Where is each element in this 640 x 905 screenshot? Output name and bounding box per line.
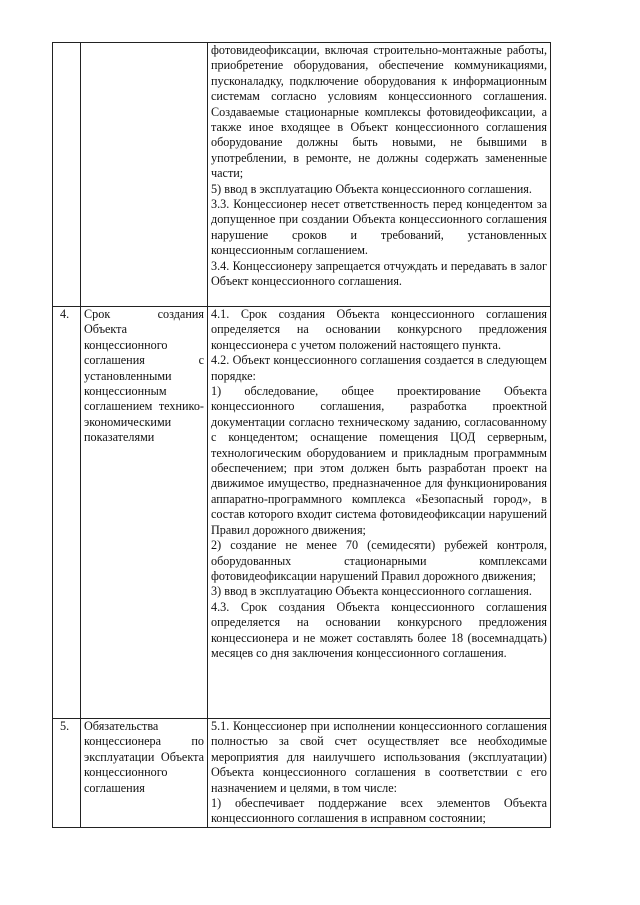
row-number xyxy=(53,43,81,307)
paragraph: 4.2. Объект концессионного соглашения создается в следующем порядке: xyxy=(211,353,547,383)
paragraph: 3.3. Концессионер несет ответственность перед концедентом за допущенное при создании Объекта концессионного соглашения нарушение сроков и требований, установленных концессионным соглашением. xyxy=(211,197,547,258)
paragraph: 1) обеспечивает поддержание всех элементов Объекта концессионного соглашения в исправном состоянии; xyxy=(211,796,547,826)
table-row xyxy=(53,307,551,719)
paragraph: 2) создание не менее 70 (семидесяти) рубежей контроля, оборудованных стационарными комплексами фотовидеофиксации нарушений Правил дорожного движения; xyxy=(211,538,547,583)
table-row xyxy=(53,43,551,307)
paragraph: 3.4. Концессионеру запрещается отчуждать и передавать в залог Объект концессионного соглашения. xyxy=(211,258,547,289)
document-table xyxy=(52,42,551,828)
paragraph: 1) обследование, общее проектирование Объекта концессионного соглашения, разработка проектной документации согласно техническому заданию, согласованному с концедентом; оснащение помещения ЦОД серверным, технологическим оборудованием и прикладным программным обеспечением; при этом должен быть разработан проект на движимое имущество, предназначенное для функционирования аппаратно-программного комплекса «Безопасный город», в состав которого входит система фотовидеофиксации нарушений Правил дорожного движения; xyxy=(211,384,547,537)
row-content xyxy=(208,719,551,828)
row-title xyxy=(81,43,208,307)
paragraph: 5.1. Концессионер при исполнении концессионного соглашения полностью за свой счет осуществляет все необходимые мероприятия для наилучшего использования (эксплуатации) Объекта концессионного соглашения в соответствии с его назначением и целями, в том числе: xyxy=(211,719,547,795)
row-title: Обязательства концессионера по эксплуатации Объекта концессионного соглашения xyxy=(81,719,208,828)
table-row xyxy=(53,719,551,828)
row-number: 5. xyxy=(53,719,81,828)
row-title: Срок создания Объекта концессионного соглашения с установленными концессионным соглашением технико-экономическими показателями xyxy=(81,307,208,719)
row-number: 4. xyxy=(53,307,81,719)
paragraph: 4.1. Срок создания Объекта концессионного соглашения определяется на основании конкурсного предложения концессионера с учетом положений настоящего пункта. xyxy=(211,307,547,352)
row-content xyxy=(208,307,551,719)
paragraph: 3) ввод в эксплуатацию Объекта концессионного соглашения. xyxy=(211,584,532,599)
paragraph: 4.3. Срок создания Объекта концессионного соглашения определяется на основании конкурсного предложения концессионера и не может составлять более 18 (восемнадцать) месяцев со дня заключения концессионного соглашения. xyxy=(211,599,547,660)
paragraph: 5) ввод в эксплуатацию Объекта концессионного соглашения. xyxy=(211,181,532,196)
row-content xyxy=(208,43,551,307)
paragraph: фотовидеофиксации, включая строительно-монтажные работы, приобретение оборудования, обеспечение коммуникациями, пусконаладку, подключение оборудования к информационным системам согласно условиям концессионного соглашения. Создаваемые стационарные комплексы фотовидеофиксации, а также иное входящее в Объект концессионного соглашения оборудование должны быть новыми, не бывшими в употреблении, в ремонте, не должны содержать замененные части; xyxy=(211,43,547,181)
